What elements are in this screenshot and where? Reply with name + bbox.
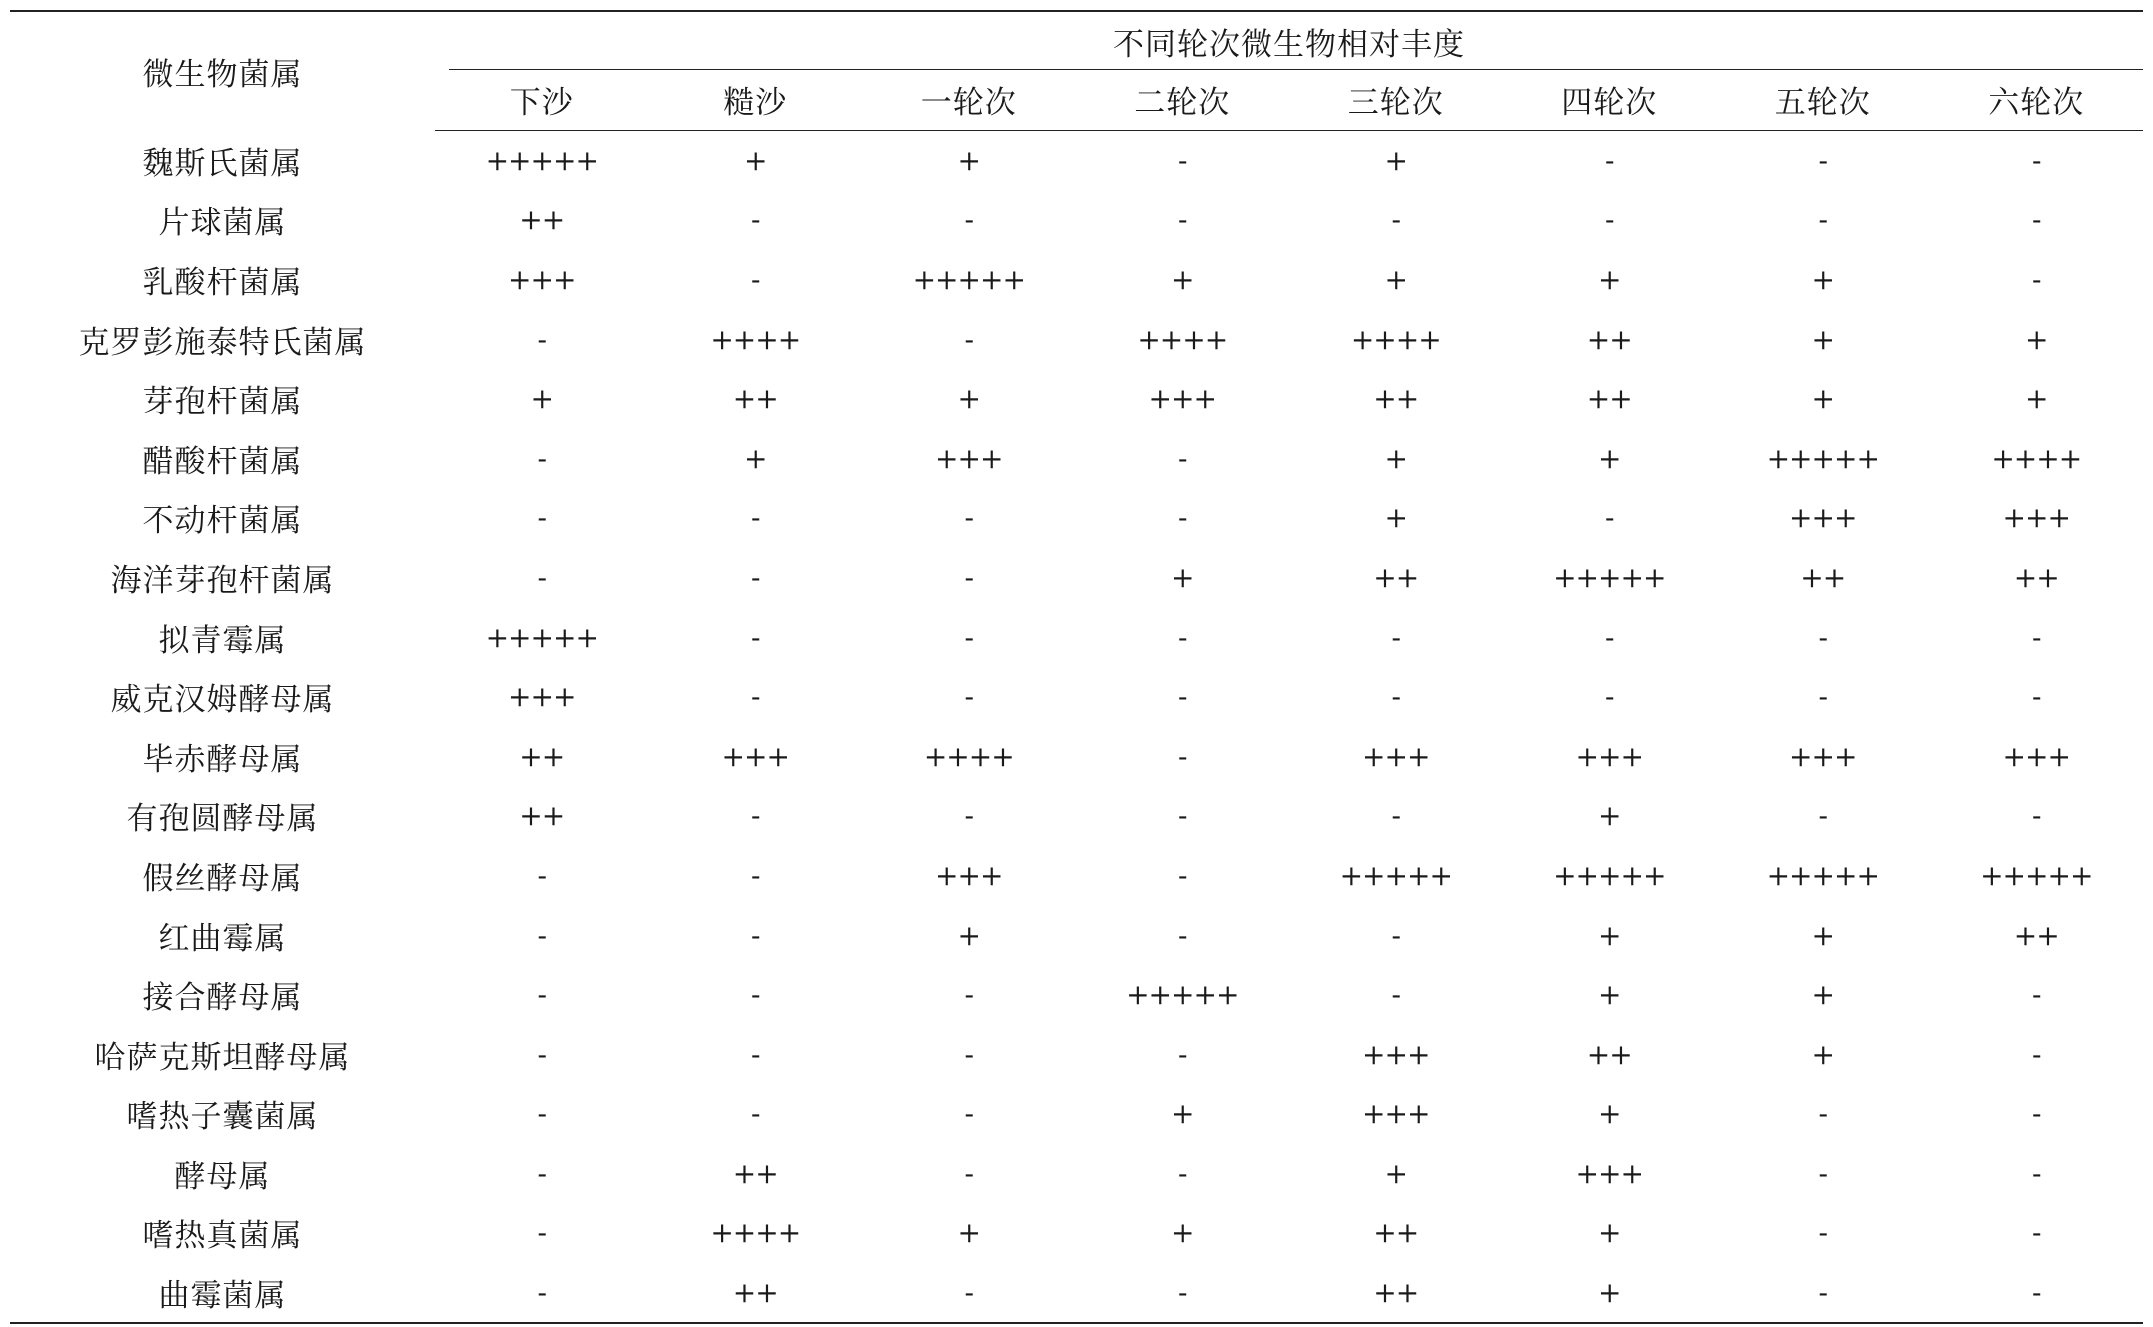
abundance-cell: - [537,560,546,594]
abundance-cell: - [1178,1037,1187,1071]
abundance-cell: ++++ [1991,441,2082,475]
abundance-cell: + [1811,382,1834,416]
abundance-cell: - [537,918,546,952]
abundance-cell: - [751,858,760,892]
abundance-cell: - [964,799,973,833]
abundance-cell: - [537,1037,546,1071]
abundance-cell: - [1391,620,1400,654]
abundance-cell: + [1811,978,1834,1012]
table-row [10,1024,2143,1084]
column-header-round: 下沙 [435,70,649,130]
abundance-cell: - [1178,620,1187,654]
abundance-cell: +++++ [1126,978,1239,1012]
column-header-round: 五轮次 [1716,70,1930,130]
abundance-cell: - [1930,1263,2144,1324]
abundance-cell: ++ [2013,560,2059,594]
abundance-cell: - [1818,143,1827,177]
abundance-cell: - [964,620,973,654]
abundance-cell: + [957,382,980,416]
abundance-cell: + [1384,501,1407,535]
abundance-cell: + [1598,1097,1621,1131]
abundance-cell: +++++ [1980,858,2093,892]
table-row [10,846,2143,906]
abundance-cell: - [751,1037,760,1071]
table-row [10,369,2143,429]
genus-column-header: 微生物菌属 [10,11,435,130]
table-row [10,965,2143,1025]
abundance-cell: - [537,322,546,356]
abundance-cell: - [964,1156,973,1190]
group-column-header-label: 不同轮次微生物相对丰度 [1113,26,1465,63]
abundance-cell: - [751,501,760,535]
abundance-cell: +++++ [1766,858,1879,892]
abundance-cell: + [1171,560,1194,594]
abundance-cell: ++ [1373,382,1419,416]
abundance-cell: + [530,382,553,416]
abundance-cell: +++++ [1553,560,1666,594]
abundance-cell: - [2032,620,2041,654]
abundance-cell: + [1598,799,1621,833]
abundance-cell: - [1178,858,1187,892]
abundance-cell: ++ [1586,322,1632,356]
abundance-cell: - [1605,203,1614,237]
abundance-cell: - [964,978,973,1012]
abundance-cell: + [1384,262,1407,296]
abundance-cell: - [2032,262,2041,296]
genus-cell: 拟青霉属 [158,622,287,659]
abundance-cell: ++ [1289,1263,1503,1324]
genus-cell: 哈萨克斯坦酵母属 [94,1039,351,1076]
abundance-cell: + [1384,1156,1407,1190]
abundance-cell: +++ [935,858,1003,892]
abundance-cell: - [1605,680,1614,714]
abundance-cell: + [1811,1037,1834,1071]
abundance-cell: - [1391,799,1400,833]
genus-cell: 红曲霉属 [158,920,287,957]
abundance-cell: ++ [2013,918,2059,952]
table-row [10,250,2143,310]
genus-cell: 克罗彭施泰特氏菌属 [78,324,367,361]
table-row [10,488,2143,548]
abundance-cell: + [1384,441,1407,475]
abundance-cell: +++ [508,680,576,714]
genus-cell: 嗜热真菌属 [142,1218,303,1255]
abundance-cell: - [1818,620,1827,654]
abundance-cell: - [537,501,546,535]
abundance-cell: - [2032,799,2041,833]
abundance-cell: - [751,918,760,952]
table-header [10,11,2143,130]
abundance-cell: + [1598,262,1621,296]
group-column-header [435,11,2143,70]
abundance-cell: + [744,441,767,475]
abundance-cell: ++++ [923,739,1014,773]
abundance-cell: +++ [1362,1037,1430,1071]
table-row [10,905,2143,965]
abundance-cell: - [1178,203,1187,237]
table-row [10,607,2143,667]
abundance-cell: + [744,143,767,177]
abundance-cell: - [537,1156,546,1190]
abundance-cell: ++ [732,382,778,416]
abundance-cell: + [1171,1097,1194,1131]
abundance-cell: +++ [1575,1156,1643,1190]
genus-cell: 毕赤酵母属 [142,741,303,778]
abundance-cell: - [1178,1156,1187,1190]
table-row [10,548,2143,608]
abundance-cell: - [1178,143,1187,177]
abundance-cell: - [537,858,546,892]
abundance-cell: ++ [1373,560,1419,594]
genus-cell: 威克汉姆酵母属 [110,682,335,719]
abundance-cell: - [1818,680,1827,714]
column-header-round: 三轮次 [1289,70,1503,130]
abundance-cell: - [2032,978,2041,1012]
abundance-cell: - [1818,1097,1827,1131]
abundance-cell: ++ [732,1156,778,1190]
abundance-cell: + [1811,322,1834,356]
genus-cell: 嗜热子囊菌属 [126,1099,319,1136]
abundance-cell: +++ [1362,739,1430,773]
abundance-cell: +++ [1362,1097,1430,1131]
abundance-cell: ++ [1800,560,1846,594]
table-row [10,130,2143,190]
abundance-cell: + [957,143,980,177]
abundance-cell: - [1178,918,1187,952]
abundance-cell: ++++ [1350,322,1441,356]
abundance-cell: - [435,1263,649,1324]
abundance-cell: + [1598,978,1621,1012]
abundance-cell: +++++ [912,262,1025,296]
abundance-cell: - [964,501,973,535]
abundance-cell: - [1391,918,1400,952]
abundance-cell: - [1178,680,1187,714]
abundance-cell: - [2032,143,2041,177]
abundance-cell: + [1171,262,1194,296]
abundance-cell: + [2025,382,2048,416]
abundance-cell: ++++ [710,322,801,356]
table-row [10,1203,2143,1263]
abundance-cell: - [751,203,760,237]
abundance-cell: - [2032,1097,2041,1131]
abundance-cell: - [751,799,760,833]
abundance-cell: ++ [649,1263,863,1324]
genus-cell: 醋酸杆菌属 [142,443,303,480]
abundance-cell: - [1391,680,1400,714]
abundance-cell: - [1178,739,1187,773]
abundance-cell: - [1178,501,1187,535]
genus-cell: 曲霉菌属 [10,1263,435,1324]
abundance-cell: ++ [519,739,565,773]
column-header-round: 六轮次 [1930,70,2144,130]
abundance-cell: +++ [2002,501,2070,535]
abundance-cell: - [2032,1037,2041,1071]
table-row [10,309,2143,369]
abundance-cell: +++++ [485,143,598,177]
genus-cell: 魏斯氏菌属 [142,145,303,182]
abundance-cell: ++ [519,203,565,237]
abundance-cell: - [1178,799,1187,833]
abundance-cell: - [964,322,973,356]
abundance-cell: + [1171,1216,1194,1250]
genus-cell: 海洋芽孢杆菌属 [110,562,335,599]
abundance-cell: +++ [935,441,1003,475]
abundance-cell: - [751,1097,760,1131]
abundance-cell: +++ [1789,501,1857,535]
abundance-cell: +++ [1789,739,1857,773]
abundance-cell: - [964,680,973,714]
abundance-cell: - [964,560,973,594]
abundance-cell: - [537,978,546,1012]
abundance-cell: +++ [1148,382,1216,416]
abundance-cell: +++ [1575,739,1643,773]
abundance-cell: +++ [508,262,576,296]
abundance-cell: + [957,918,980,952]
abundance-cell: + [1811,918,1834,952]
genus-cell: 酵母属 [174,1158,271,1195]
column-header-round: 糙沙 [649,70,863,130]
table-row [10,1144,2143,1204]
abundance-cell: - [1605,143,1614,177]
abundance-cell: - [1716,1263,1930,1324]
abundance-cell: - [964,1037,973,1071]
abundance-table [10,10,2143,1324]
abundance-cell: +++++ [485,620,598,654]
abundance-cell: + [1811,262,1834,296]
abundance-cell: - [1605,501,1614,535]
abundance-cell: - [862,1263,1076,1324]
abundance-cell: - [751,620,760,654]
abundance-cell: + [2025,322,2048,356]
abundance-cell: +++++ [1766,441,1879,475]
genus-cell: 芽孢杆菌属 [142,384,303,421]
abundance-cell: - [2032,1216,2041,1250]
abundance-cell: +++++ [1339,858,1452,892]
genus-cell: 片球菌属 [158,205,287,242]
abundance-table-container [10,10,2143,1324]
abundance-cell: + [957,1216,980,1250]
abundance-cell: ++++ [1137,322,1228,356]
abundance-cell: - [2032,203,2041,237]
abundance-cell: + [1384,143,1407,177]
abundance-cell: +++++ [1553,858,1666,892]
table-row [10,726,2143,786]
column-header-round: 四轮次 [1503,70,1717,130]
abundance-cell: - [1818,1156,1827,1190]
header-row-top [10,11,2143,70]
group-header-rule [449,69,2143,70]
table-row [10,786,2143,846]
genus-cell: 不动杆菌属 [142,503,303,540]
abundance-cell: - [2032,680,2041,714]
abundance-cell: - [1818,799,1827,833]
abundance-cell: ++ [519,799,565,833]
abundance-cell: ++ [1586,1037,1632,1071]
abundance-cell: - [537,1097,546,1131]
abundance-cell: - [751,680,760,714]
column-header-round: 一轮次 [862,70,1076,130]
abundance-cell: - [964,1097,973,1131]
abundance-cell: + [1598,918,1621,952]
abundance-cell: ++ [1373,1216,1419,1250]
abundance-cell: - [1818,203,1827,237]
abundance-cell: - [2032,1156,2041,1190]
abundance-cell: - [1391,203,1400,237]
genus-cell: 有孢圆酵母属 [126,801,319,838]
abundance-cell: - [1605,620,1614,654]
abundance-cell: + [1598,441,1621,475]
abundance-cell: - [1076,1263,1290,1324]
abundance-cell: ++++ [710,1216,801,1250]
abundance-cell: +++ [2002,739,2070,773]
table-row [10,428,2143,488]
table-row [10,1084,2143,1144]
abundance-cell: - [1178,441,1187,475]
abundance-cell: - [751,978,760,1012]
abundance-cell: - [751,560,760,594]
genus-cell: 接合酵母属 [142,980,303,1017]
table-row [10,190,2143,250]
abundance-cell: - [1818,1216,1827,1250]
genus-cell: 假丝酵母属 [142,860,303,897]
table-row [10,667,2143,727]
abundance-cell: + [1598,1216,1621,1250]
abundance-cell: +++ [721,739,789,773]
abundance-cell: + [1503,1263,1717,1324]
abundance-cell: - [751,262,760,296]
table-row [10,1263,2143,1324]
abundance-cell: - [964,203,973,237]
abundance-cell: - [537,441,546,475]
genus-cell: 乳酸杆菌属 [142,264,303,301]
table-body [10,130,2143,1323]
abundance-cell: - [537,1216,546,1250]
abundance-cell: ++ [1586,382,1632,416]
column-header-round: 二轮次 [1076,70,1290,130]
abundance-cell: - [1391,978,1400,1012]
